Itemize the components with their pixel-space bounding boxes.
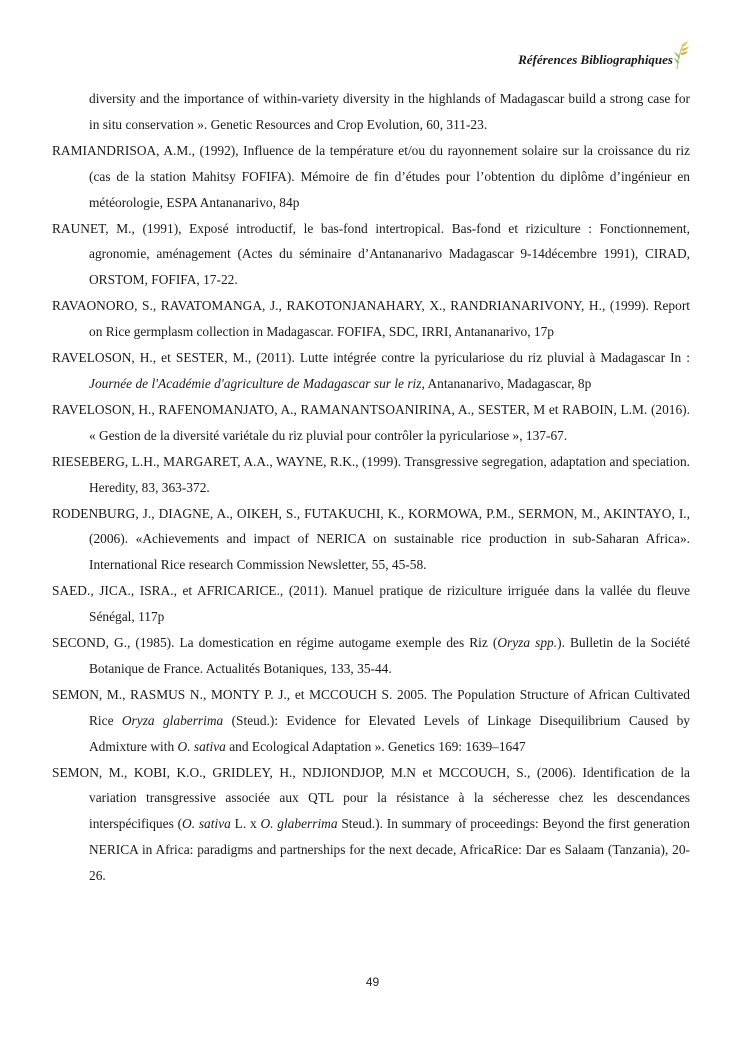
reference-entry: RAUNET, M., (1991), Exposé introductif, le bas-fond intertropical. Bas-fond et riziculture : Fonctionnement, agronomie, aménagement (Actes du séminaire d’Antananarivo Madagascar 9-14décembre 1991), CIRAD, ORSTOM, FOFIFA, 17-22. [52,220,690,288]
reference-entry: RAMIANDRISOA, A.M., (1992), Influence de la température et/ou du rayonnement solaire sur la croissance du riz (cas de la station Mahitsy FOFIFA). Mémoire de fin d’études pour l’obtention du diplôme d’ingénieur en météorologie, ESPA Antananarivo, 84p [52,142,690,210]
reference-entry: SAED., JICA., ISRA., et AFRICARICE., (2011). Manuel pratique de riziculture irriguée dans la vallée du fleuve Sénégal, 117p [52,583,690,625]
rice-plant-icon [673,40,691,70]
reference-entry: RAVELOSON, H., et SESTER, M., (2011). Lutte intégrée contre la pyriculariose du riz pluvial à Madagascar In : Journée de l'Académie d'agriculture de Madagascar sur le riz, Antananarivo, Madagascar, 8p [52,350,690,391]
reference-entry: SEMON, M., KOBI, K.O., GRIDLEY, H., NDJIONDJOP, M.N et MCCOUCH, S., (2006). Identification de la variation transgressive associée aux QTL pour la résistance à la sécheresse chez les descendances interspécifiques (O. sativa L. x O. glaberrima Steud.). In summary of proceedings: Beyond the first generation NERICA in Africa: paradigms and partnerships for the next decade, AfricaRice: Dar es Salaam (Tanzania), 20-26. [52,764,690,884]
reference-entry: RAVAONORO, S., RAVATOMANGA, J., RAKOTONJANAHARY, X., RANDRIANARIVONY, H., (1999). Report on Rice germplasm collection in Madagascar. FOFIFA, SDC, IRRI, Antananarivo, 17p [52,298,690,340]
reference-entry: RODENBURG, J., DIAGNE, A., OIKEH, S., FUTAKUCHI, K., KORMOWA, P.M., SERMON, M., AKINTAYO, I., (2006). «Achievements and impact of NERICA on sustainable rice production in sub-Saharan Africa». International Rice research Commission Newsletter, 55, 45-58. [52,505,690,573]
reference-entry: RAVELOSON, H., RAFENOMANJATO, A., RAMANANTSOANIRINA, A., SESTER, M et RABOIN, L.M. (2016). « Gestion de la diversité variétale du riz pluvial pour contrôler la pyriculariose », 137-67. [52,401,690,443]
reference-entry: SEMON, M., RASMUS N., MONTY P. J., et MCCOUCH S. 2005. The Population Structure of African Cultivated Rice Oryza glaberrima (Steud.): Evidence for Elevated Levels of Linkage Disequilibrium Caused by Admixture with O. sativa and Ecological Adaptation ». Genetics 169: 1639–1647 [52,686,691,754]
reference-entry: RIESEBERG, L.H., MARGARET, A.A., WAYNE, R.K., (1999). Transgressive segregation, adaptation and speciation. Heredity, 83, 363-372. [52,453,690,495]
references-list [52,86,690,889]
reference-entry: SECOND, G., (1985). La domestication en régime autogame exemple des Riz (Oryza spp.). Bulletin de la Société Botanique de France. Actualités Botaniques, 133, 35-44. [52,635,691,676]
header-title: Références Bibliographiques [518,52,673,67]
page-number: 49 [365,975,380,989]
reference-entry-continuation: diversity and the importance of within-variety diversity in the highlands of Madagascar build a strong case for in situ conservation ». Genetic Resources and Crop Evolution, 60, 311-23. [89,91,690,132]
